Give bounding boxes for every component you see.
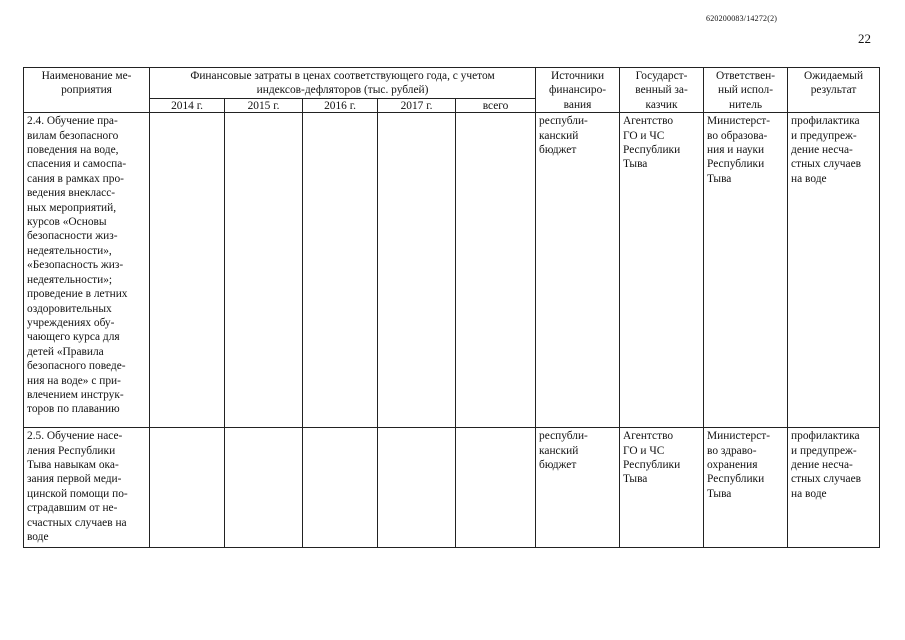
- funding-source-cell: республи- канский бюджет: [536, 113, 620, 428]
- program-activities-table: [23, 67, 880, 548]
- header-year-2016: 2016 г.: [303, 99, 378, 113]
- activity-name-cell: 2.4. Обучение пра- вилам безопасного поведения на воде, спасения и самоспа- сания в рамках про- ведения внекласс- ных мероприятий, курсов «Основы безопасности жиз- недеятельности», «Безопасность жиз- недеятельности»; проведение в летних оздоровительных учреждениях обу- чающего курса для детей «Правила безопасного поведе- ния на воде» с при- влечением инструк- торов по плаванию: [24, 113, 150, 428]
- cost-2015-cell: [225, 428, 303, 548]
- cost-2014-cell: [150, 428, 225, 548]
- expected-result-cell: профилактика и предупреж- дение несча- стных случаев на воде: [788, 113, 880, 428]
- cost-2016-cell: [303, 113, 378, 428]
- header-financial-costs: Финансовые затраты в ценах соответствующего года, с учетом индексов-дефляторов (тыс. рублей): [150, 68, 536, 99]
- activity-name-cell: 2.5. Обучение насе- ления Республики Тыва навыкам ока- зания первой меди- цинской помощи по- страдавшим от не- счастных случаев на воде: [24, 428, 150, 548]
- cost-2015-cell: [225, 113, 303, 428]
- state-customer-cell: Агентство ГО и ЧС Республики Тыва: [620, 113, 704, 428]
- header-year-2017: 2017 г.: [378, 99, 456, 113]
- table-row: [24, 428, 880, 548]
- expected-result-cell: профилактика и предупреж- дение несча- стных случаев на воде: [788, 428, 880, 548]
- table-row: [24, 113, 880, 428]
- header-expected-result: Ожидаемый результат: [788, 68, 880, 113]
- header-year-2015: 2015 г.: [225, 99, 303, 113]
- cost-2017-cell: [378, 428, 456, 548]
- cost-total-cell: [456, 428, 536, 548]
- cost-2014-cell: [150, 113, 225, 428]
- header-state-customer: Государст- венный за- казчик: [620, 68, 704, 113]
- cost-2017-cell: [378, 113, 456, 428]
- funding-source-cell: республи- канский бюджет: [536, 428, 620, 548]
- cost-2016-cell: [303, 428, 378, 548]
- document-code: 620200083/14272(2): [706, 14, 778, 23]
- header-year-2014: 2014 г.: [150, 99, 225, 113]
- state-customer-cell: Агентство ГО и ЧС Республики Тыва: [620, 428, 704, 548]
- page-number: 22: [858, 31, 871, 46]
- responsible-executor-cell: Министерст- во здраво- охранения Республики Тыва: [704, 428, 788, 548]
- header-activity-name: Наименование ме- роприятия: [24, 68, 150, 113]
- header-total: всего: [456, 99, 536, 113]
- header-funding-sources: Источники финансиро- вания: [536, 68, 620, 113]
- responsible-executor-cell: Министерст- во образова- ния и науки Республики Тыва: [704, 113, 788, 428]
- cost-total-cell: [456, 113, 536, 428]
- header-responsible-executor: Ответствен- ный испол- нитель: [704, 68, 788, 113]
